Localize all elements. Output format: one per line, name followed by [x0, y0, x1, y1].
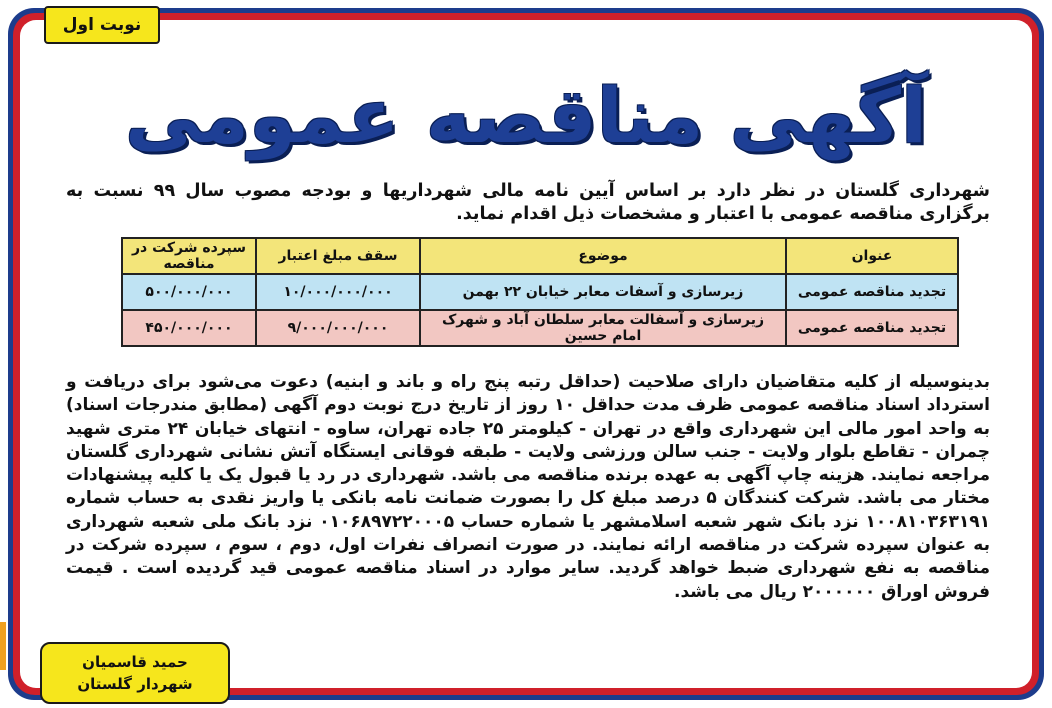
header-subject: موضوع [420, 238, 786, 274]
cell-title: تجدید مناقصه عمومی [786, 274, 958, 310]
table-header-row [122, 238, 958, 274]
publication-round-badge: نوبت اول [44, 6, 160, 44]
cell-deposit: ۴۵۰/۰۰۰/۰۰۰ [122, 310, 256, 346]
signature-box [40, 642, 230, 704]
signatory-role: شهردار گلستان [77, 675, 193, 693]
header-title: عنوان [786, 238, 958, 274]
cell-title: تجدید مناقصه عمومی [786, 310, 958, 346]
header-deposit: سپرده شرکت در مناقصه [122, 238, 256, 274]
cell-budget: ۱۰/۰۰۰/۰۰۰/۰۰۰ [256, 274, 420, 310]
cell-budget: ۹/۰۰۰/۰۰۰/۰۰۰ [256, 310, 420, 346]
cell-deposit: ۵۰۰/۰۰۰/۰۰۰ [122, 274, 256, 310]
intro-paragraph: شهرداری گلستان در نظر دارد بر اساس آیین نامه مالی شهرداریها و بودجه مصوب سال ۹۹ نسبت به برگزاری مناقصه عمومی با اعتبار و مشخصات ذیل اقدام نماید. [66, 181, 990, 224]
cell-subject: زیرسازی و آسفات معابر خیابان ۲۲ بهمن [420, 274, 786, 310]
tender-table [121, 237, 959, 347]
page-title: آگهی مناقصه عمومی [124, 71, 928, 160]
left-accent [0, 622, 6, 670]
cell-subject: زیرسازی و آسفالت معابر سلطان آباد و شهرک امام حسین [420, 310, 786, 346]
table-row [122, 274, 958, 310]
body-paragraph: بدینوسیله از کلیه متقاضیان دارای صلاحیت (حداقل رتبه پنج راه و باند و ابنیه) دعوت می‌شود برای دریافت و استرداد اسناد مناقصه عمومی ظرف مدت حداقل ۱۰ روز از تاریخ درج نوبت دوم آگهی (مطابق مندرجات اسناد) به واحد امور مالی این شهرداری واقع در تهران - کیلومتر ۲۵ جاده تهران، ساوه - انتهای خیابان ۲۴ متری شهید چمران - تقاطع بلوار ولایت - جنب سالن ورزشی ولایت - طبقه فوقانی ایستگاه آتش نشانی شهرداری گلستان مراجعه نمایند. هزینه چاپ آگهی به عهده برنده مناقصه می باشد. شهرداری در رد یا قبول یک یا کلیه پیشنهادات مختار می باشد. شرکت کنندگان ۵ درصد مبلغ کل را بصورت ضمانت نامه بانکی یا واریز نقدی به حساب شماره ۱۰۰۸۱۰۳۶۳۱۹۱ نزد بانک شهر شعبه اسلامشهر یا شماره حساب ۰۱۰۶۸۹۷۲۲۰۰۰۵ نزد بانک ملی شعبه شهرداری به عنوان سپرده شرکت در مناقصه ارائه نمایند. در صورت انصراف نفرات اول، دوم ، سوم ، سپرده شرکت در مناقصه به نفع شهرداری ضبط خواهد گردید. سایر موارد در اسناد مناقصه عمومی قید گردیده است . قیمت فروش اوراق ۲۰۰۰۰۰۰ ریال می باشد. [66, 372, 991, 602]
header-budget: سقف مبلغ اعتبار [256, 238, 420, 274]
table-row [122, 310, 958, 346]
signatory-name: حمید قاسمیان [82, 653, 188, 671]
